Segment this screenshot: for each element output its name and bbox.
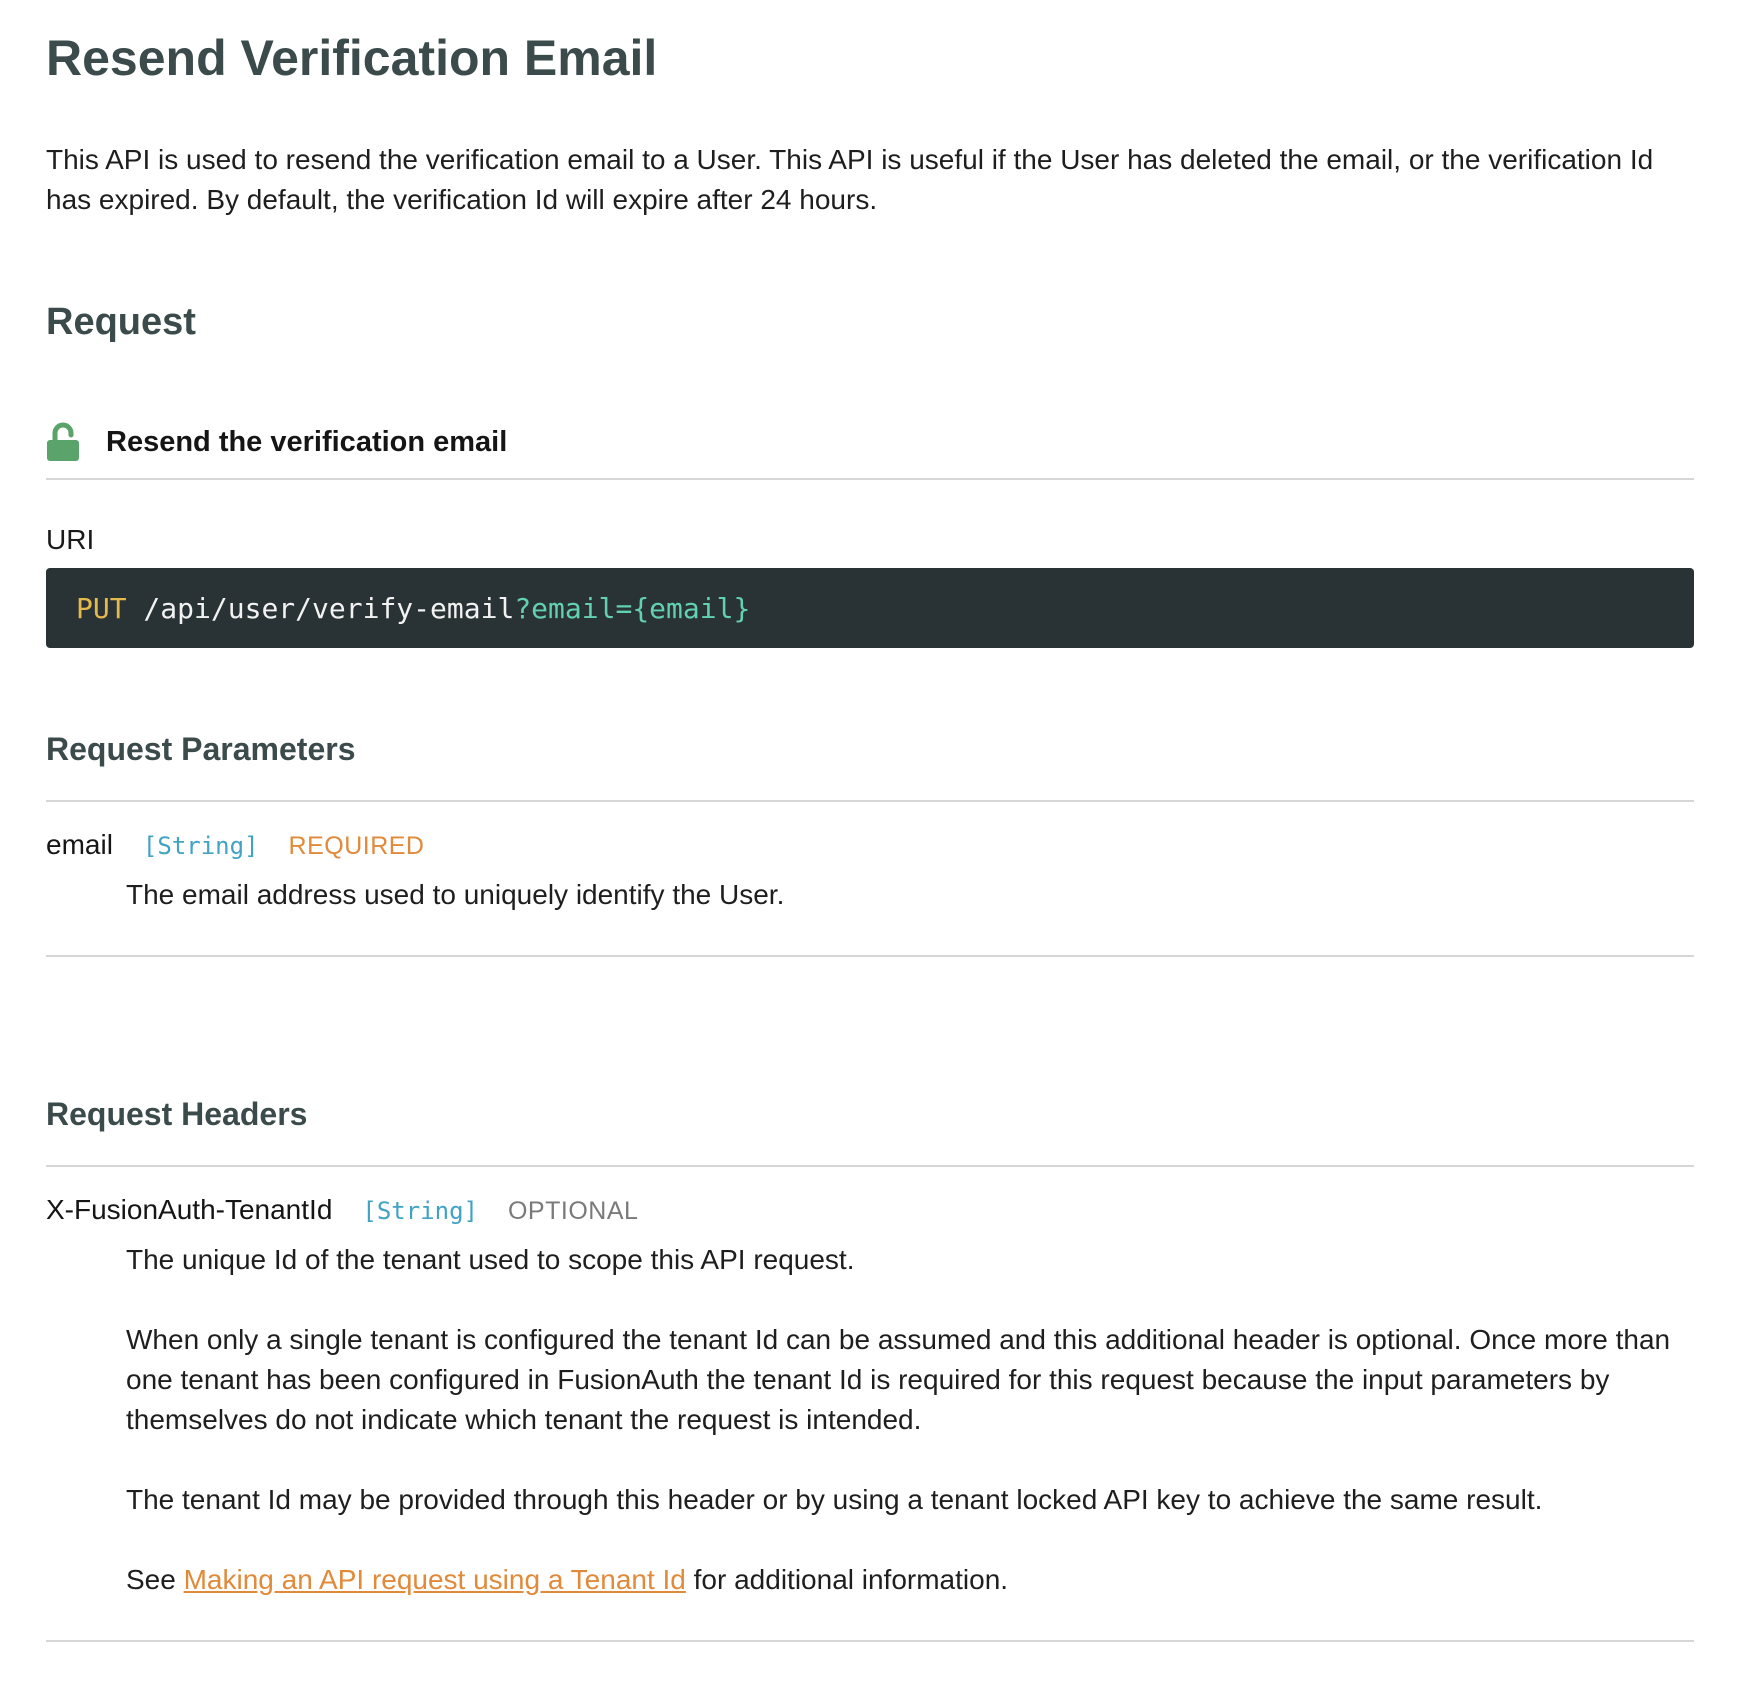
unlock-icon xyxy=(46,422,80,462)
header-tenant-id xyxy=(46,1167,1694,1642)
uri-path: /api/user/verify-email xyxy=(126,591,515,625)
header-description-3: The tenant Id may be provided through this header or by using a tenant locked API key to achieve the same result. xyxy=(126,1484,1543,1515)
header-optional-badge: OPTIONAL xyxy=(507,1197,639,1225)
page-title: Resend Verification Email xyxy=(46,30,658,86)
parameter-name: email xyxy=(46,829,113,860)
uri-query: ?email={email} xyxy=(514,591,751,625)
endpoint-title: Resend the verification email xyxy=(106,425,508,458)
uri-code-block xyxy=(46,568,1694,648)
header-type: [String] xyxy=(362,1197,478,1225)
parameter-description-text: The email address used to uniquely identify the User. xyxy=(126,879,785,910)
see-prefix: See xyxy=(126,1564,184,1595)
endpoint-header xyxy=(46,414,1694,480)
parameter-type: [String] xyxy=(142,832,259,860)
header-description xyxy=(126,1240,1694,1600)
intro-paragraph: This API is used to resend the verification email to a User. This API is useful if the User has deleted the email, or the verification Id has expired. By default, the verification Id will expire after 24 hours. xyxy=(46,144,1654,215)
tenant-id-request-link[interactable]: Making an API request using a Tenant Id xyxy=(183,1564,686,1595)
parameter-description xyxy=(126,875,1694,915)
parameter-required-badge: REQUIRED xyxy=(288,832,425,860)
uri-method: PUT xyxy=(76,591,127,625)
parameter-email xyxy=(46,802,1694,957)
header-see-also xyxy=(126,1560,1694,1600)
header-description-2: When only a single tenant is configured the tenant Id can be assumed and this additional header is optional. Once more than one tenant has been configured in FusionAuth the tenant Id is required for this request because the input parameters by themselves do not indicate which tenant the request is intended. xyxy=(126,1324,1671,1435)
uri-label: URI xyxy=(46,524,95,555)
see-suffix: for additional information. xyxy=(685,1564,1009,1595)
request-headers-heading: Request Headers xyxy=(46,1093,1694,1167)
request-parameters-heading: Request Parameters xyxy=(46,728,1694,802)
header-description-1: The unique Id of the tenant used to scope this API request. xyxy=(126,1244,855,1275)
header-name: X-FusionAuth-TenantId xyxy=(46,1194,333,1225)
request-heading: Request xyxy=(46,301,196,343)
